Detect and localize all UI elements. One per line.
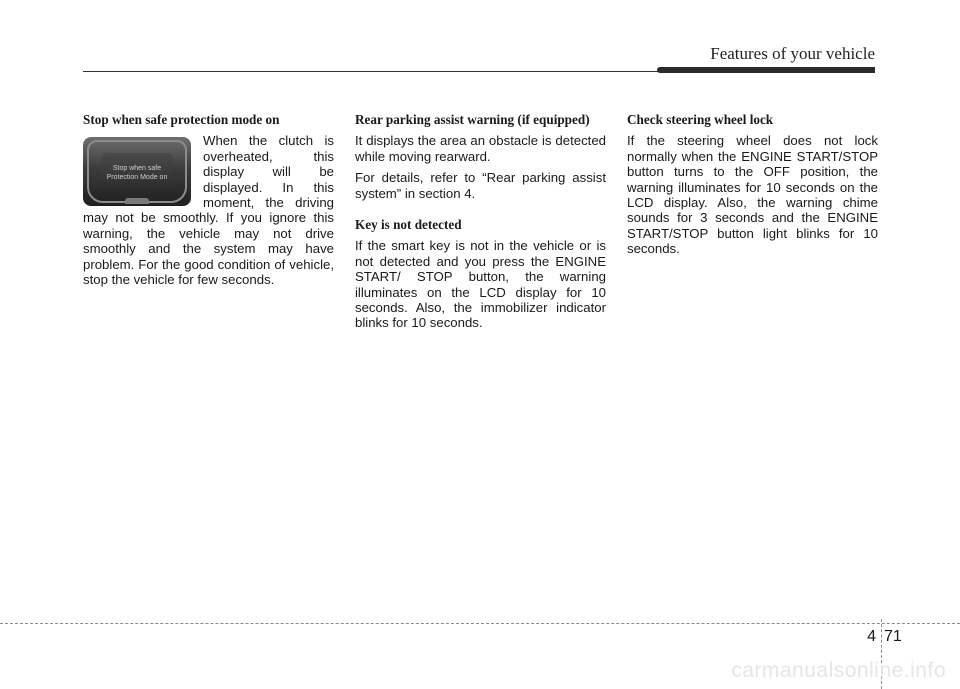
section-heading-key-not-detected: Key is not detected bbox=[355, 217, 462, 233]
section-heading-steering-wheel-lock: Check steering wheel lock bbox=[627, 112, 774, 127]
footer-rule bbox=[0, 623, 960, 624]
header-rule-accent bbox=[657, 67, 875, 73]
section-heading-stop-when-safe: Stop when safe protection mode on bbox=[83, 112, 280, 127]
left-column bbox=[83, 112, 334, 293]
display-text-line-1: Stop when safe bbox=[112, 164, 162, 172]
body-paragraph: If the steering wheel does not lock normally when the ENGINE START/STOP button turns to the OFF position, the warning illuminates for 10 seconds on the LCD display. Also, the warning chime sounds for 3 seconds and the ENGINE START/STOP button light blinks for 10 seconds. bbox=[627, 133, 878, 257]
section-number: 4 bbox=[867, 628, 876, 645]
right-column bbox=[627, 112, 878, 263]
body-paragraph: When the clutch is overheated, this display will be displayed. In this moment, the driving may not be smoothly. If you ignore this warning, the vehicle may not drive smoothly and the system may have problem. For the good condition of vehicle, stop the vehicle for few seconds. bbox=[83, 133, 334, 288]
body-paragraph: For details, refer to “Rear parking assist system” in section 4. bbox=[355, 170, 606, 201]
display-screen bbox=[101, 153, 173, 192]
page-number: 71 bbox=[884, 628, 902, 645]
middle-column bbox=[355, 112, 606, 337]
steering-hub bbox=[125, 198, 149, 204]
cluster-display-image bbox=[83, 137, 191, 206]
section-heading-rear-parking-assist: Rear parking assist warning (if equipped) bbox=[355, 112, 590, 127]
watermark: carmanualsonline.info bbox=[731, 659, 946, 682]
display-text-line-2: Protection Mode on bbox=[106, 173, 168, 181]
header-title: Features of your vehicle bbox=[710, 44, 875, 63]
body-paragraph: If the smart key is not in the vehicle or is not detected and you press the ENGINE START/ STOP button, the warning illuminates on the LCD display for 10 seconds. Also, the immobilizer indicator blinks for 10 seconds. bbox=[355, 238, 606, 331]
body-paragraph: It displays the area an obstacle is detected while moving rearward. bbox=[355, 133, 606, 164]
